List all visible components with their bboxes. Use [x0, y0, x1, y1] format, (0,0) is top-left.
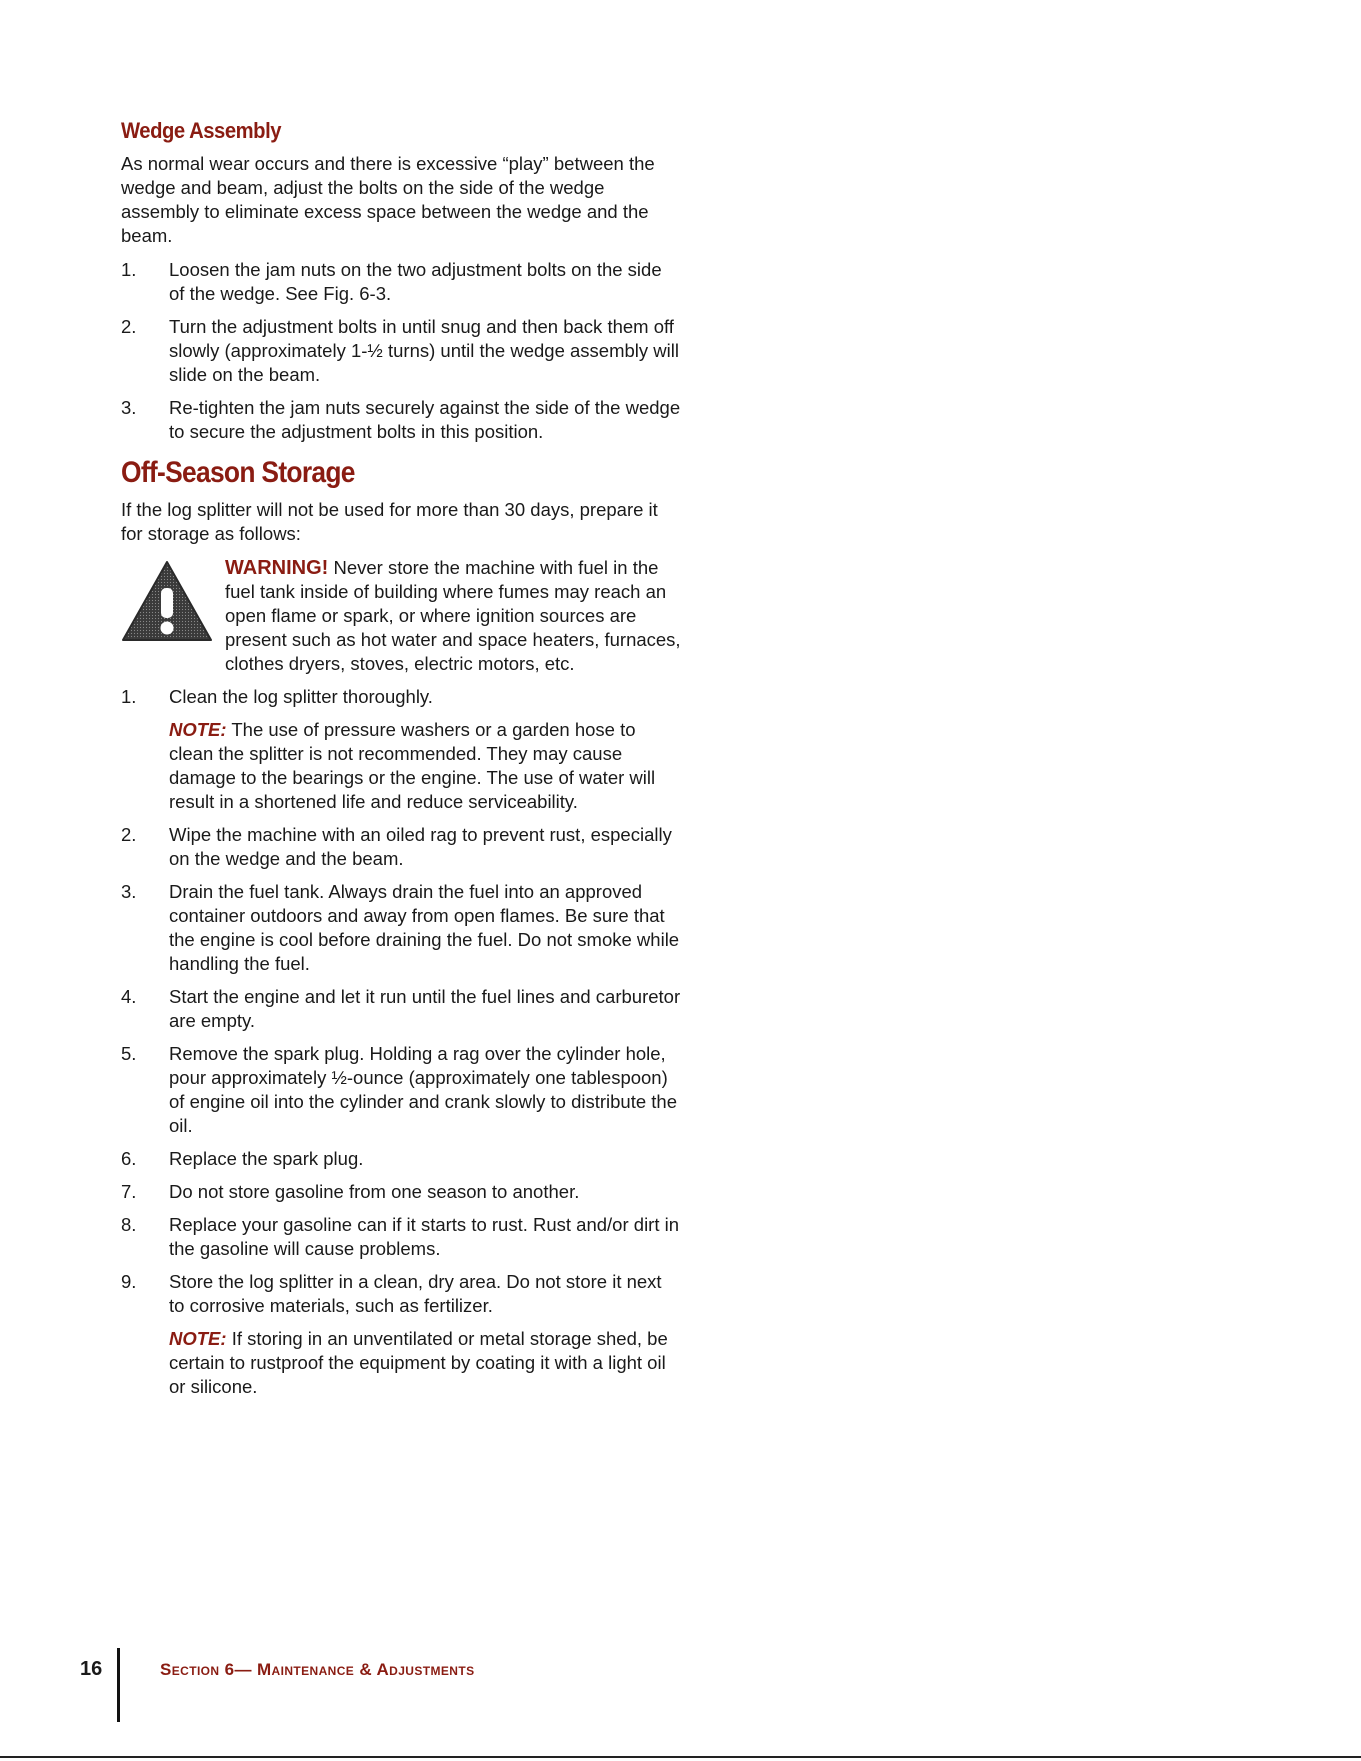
list-item: [121, 823, 681, 871]
step-text: Clean the log splitter thoroughly.: [169, 686, 433, 707]
note-label: NOTE:: [169, 719, 227, 740]
step-number: 3.: [121, 397, 137, 418]
note-text: The use of pressure washers or a garden hose to clean the splitter is not recommended. They may cause damage to the bearings or the engine. The use of water will result in a shortened life and reduce serviceability.: [169, 719, 656, 812]
step-text: Wipe the machine with an oiled rag to prevent rust, especially on the wedge and the beam.: [169, 824, 672, 869]
list-item: [121, 1270, 681, 1399]
step-text: Remove the spark plug. Holding a rag over the cylinder hole, pour approximately ½-ounce (approximately one tablespoon) of engine oil into the cylinder and crank slowly to distribute the oil.: [169, 1043, 678, 1136]
step-text: Replace the spark plug.: [169, 1148, 364, 1169]
list-item: [121, 258, 681, 306]
list-item: [121, 880, 681, 976]
step-text: Loosen the jam nuts on the two adjustment bolts on the side of the wedge. See Fig. 6-3.: [169, 259, 662, 304]
section-heading-wedge-assembly: Wedge Assembly: [121, 118, 282, 143]
step-number: 3.: [121, 881, 137, 902]
storage-intro-paragraph: If the log splitter will not be used for more than 30 days, prepare it for storage as follows:: [121, 499, 658, 544]
list-item: [121, 1213, 681, 1261]
step-number: 8.: [121, 1214, 137, 1235]
list-item: [121, 315, 681, 387]
note-label: NOTE:: [169, 1328, 227, 1349]
page-content: [121, 118, 681, 1408]
footer-section-title: Section 6— Maintenance & Adjustments: [160, 1660, 475, 1679]
list-item: [121, 1180, 681, 1204]
step-text: Drain the fuel tank. Always drain the fuel into an approved container outdoors and away from open flames. Be sure that the engine is cool before draining the fuel. Do not smoke while handling the fuel.: [169, 881, 680, 974]
warning-body: Never store the machine with fuel in the fuel tank inside of building where fumes may reach an open flame or spark, or where ignition sources are present such as hot water and space heaters, furnaces, clothes dryers, stoves, electric motors, etc.: [225, 557, 681, 674]
step-number: 2.: [121, 316, 137, 337]
page-number: 16: [80, 1658, 103, 1680]
note-text: If storing in an unventilated or metal storage shed, be certain to rustproof the equipment by coating it with a light oil or silicone.: [169, 1328, 668, 1397]
warning-block: [121, 556, 681, 676]
warning-triangle-icon: [121, 560, 213, 642]
step-text: Store the log splitter in a clean, dry area. Do not store it next to corrosive materials, such as fertilizer.: [169, 1271, 662, 1316]
wedge-steps-list: [121, 258, 681, 444]
list-item: [121, 685, 681, 814]
step-number: 9.: [121, 1271, 137, 1292]
step-number: 1.: [121, 686, 137, 707]
footer-divider: [117, 1648, 120, 1722]
bottom-rule: [0, 1756, 1361, 1758]
step-number: 7.: [121, 1181, 137, 1202]
list-item: [121, 1042, 681, 1138]
list-item: [121, 1147, 681, 1171]
step-number: 2.: [121, 824, 137, 845]
storage-steps-list: [121, 685, 681, 1399]
wedge-intro-paragraph: As normal wear occurs and there is excessive “play” between the wedge and beam, adjust the bolts on the side of the wedge assembly to eliminate excess space between the wedge and the beam.: [121, 153, 655, 246]
list-item: [121, 985, 681, 1033]
step-number: 1.: [121, 259, 137, 280]
list-item: [121, 396, 681, 444]
note-paragraph: [169, 718, 681, 814]
step-text: Do not store gasoline from one season to another.: [169, 1181, 580, 1202]
step-number: 4.: [121, 986, 137, 1007]
section-heading-off-season-storage: Off-Season Storage: [121, 456, 355, 489]
warning-label: WARNING!: [225, 557, 329, 579]
warning-text: [225, 556, 681, 676]
note-paragraph: [169, 1327, 681, 1399]
step-number: 6.: [121, 1148, 137, 1169]
step-text: Turn the adjustment bolts in until snug and then back them off slowly (approximately 1-½ turns) until the wedge assembly will slide on the beam.: [169, 316, 679, 385]
step-text: Re-tighten the jam nuts securely against the side of the wedge to secure the adjustment bolts in this position.: [169, 397, 681, 442]
step-text: Replace your gasoline can if it starts to rust. Rust and/or dirt in the gasoline will cause problems.: [169, 1214, 680, 1259]
step-text: Start the engine and let it run until the fuel lines and carburetor are empty.: [169, 986, 681, 1031]
step-number: 5.: [121, 1043, 137, 1064]
